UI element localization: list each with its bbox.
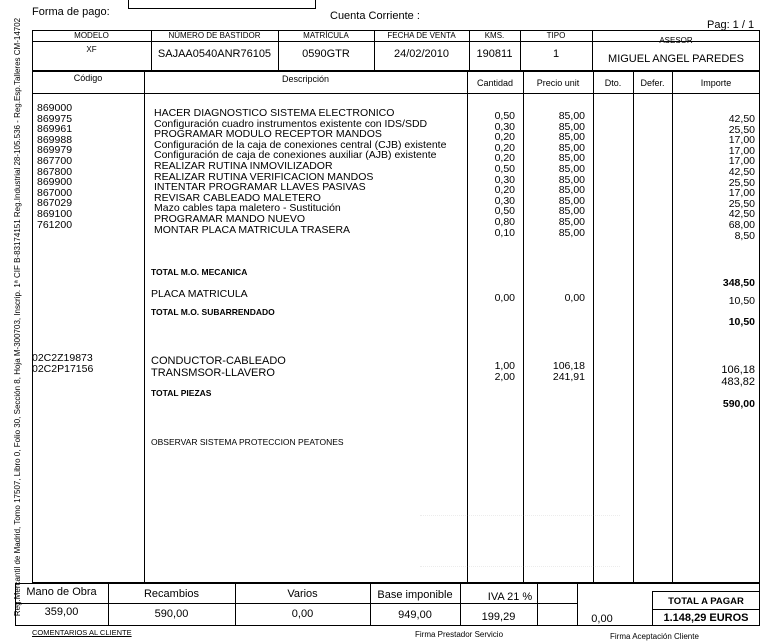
total-subarrendado-label: TOTAL M.O. SUBARRENDADO <box>151 307 275 317</box>
faint-stamp <box>420 515 620 567</box>
descripcion-column-header: Descripción <box>281 74 330 84</box>
parts-prices: 106,18 241,91 <box>552 360 585 383</box>
labour-quantities: 0,50 0,30 0,20 0,20 0,20 0,50 0,30 0,20 0,30 0,50 0,80 0,10 <box>494 110 515 239</box>
asesor-header: ASESOR <box>659 36 693 45</box>
comentarios-cliente: COMENTARIOS AL CLIENTE <box>32 628 132 637</box>
parts-codes: 02C2Z19873 02C2P17156 <box>32 352 94 375</box>
mano-obra-value: 359,00 <box>44 606 79 618</box>
base-imponible-label: Base imponible <box>377 589 453 601</box>
parts-quantities: 1,00 2,00 <box>494 360 515 383</box>
kms-header: KMS. <box>484 31 505 40</box>
bastidor-header: NÚMERO DE BASTIDOR <box>168 31 261 40</box>
forma-pago-box <box>128 0 316 9</box>
total-subarrendado-value: 10,50 <box>728 316 755 328</box>
registry-side-text: Reg.Mercantil de Madrid, Tomo 17507, Libro 0, Folio 30, Sección 8, Hoja M-300703, Inscrip. 1ª CIF B-83174151 Reg.Industrial 28-105.536 - Reg.Esp.Talleres CM-14702 <box>13 17 22 617</box>
cuenta-corriente-label: Cuenta Corriente : <box>330 10 420 22</box>
fecha-venta-value: 24/02/2010 <box>393 48 450 60</box>
labour-codes: 869000 869975 869961 869988 869979 867700 867800 869900 867000 867029 869100 761200 <box>37 102 73 231</box>
matricula-value: 0590GTR <box>302 48 350 60</box>
total-piezas-label: TOTAL PIEZAS <box>151 388 212 398</box>
placa-price: 0,00 <box>564 292 585 304</box>
labour-descriptions: HACER DIAGNOSTICO SISTEMA ELECTRONICO Configuración cuadro instrumentos existente con IDS/SDD PROGRAMAR MODULO RECEPTOR MANDOS Configuración de la caja de conexiones central (CJB) existente Configuración de caja de conexiones auxiliar (AJB) existente REALIZAR RUTINA INMOVILIZADOR REALIZAR RUTINA VERIFICACION MANDOS INTENTAR PROGRAMAR LLAVES PASIVAS REVISAR CABLEADO MALETERO Mazo cables tapa maletero - Sustitución PROGRAMAR MANDO NUEVO MONTAR PLACA MATRICULA TRASERA <box>154 107 447 236</box>
varios-value: 0,00 <box>291 608 314 620</box>
placa-quantity: 0,00 <box>494 292 515 304</box>
total-piezas-value: 590,00 <box>722 398 755 410</box>
placa-description: PLACA MATRICULA <box>151 288 248 300</box>
modelo-header: MODELO <box>74 31 109 40</box>
placa-amount: 10,50 <box>728 295 755 307</box>
firma-cliente-label: Firma Aceptación Cliente <box>610 632 699 641</box>
kms-value: 190811 <box>476 48 513 60</box>
iva-label: IVA 21 % <box>487 591 533 603</box>
total-pagar-label: TOTAL A PAGAR <box>668 596 744 607</box>
iva-value: 199,29 <box>481 611 516 623</box>
labour-amounts: 42,50 25,50 17,00 17,00 17,00 42,50 25,50 17,00 25,50 42,50 68,00 8,50 <box>728 113 755 242</box>
modelo-value: XF <box>86 45 97 54</box>
tipo-value: 1 <box>552 48 560 60</box>
total-mo-mecanica-label: TOTAL M.O. MECANICA <box>151 267 248 277</box>
precio-column-header: Precio unit <box>536 78 580 88</box>
recambios-label: Recambios <box>143 588 200 600</box>
matricula-header: MATRÍCULA <box>303 31 349 40</box>
tipo-header: TIPO <box>546 31 566 40</box>
mano-obra-label: Mano de Obra <box>26 586 97 598</box>
firma-prestador-label: Firma Prestador Servicio <box>415 630 504 639</box>
fecha-venta-header: FECHA DE VENTA <box>387 31 456 40</box>
bastidor-value: SAJAA0540ANR76105 <box>157 48 272 60</box>
page-number: Pag: 1 / 1 <box>707 19 755 31</box>
observation-text: OBSERVAR SISTEMA PROTECCION PEATONES <box>151 437 344 447</box>
varios-label: Varios <box>287 588 318 600</box>
total-mo-mecanica-value: 348,50 <box>722 277 755 289</box>
parts-amounts: 106,18 483,82 <box>721 364 755 388</box>
parts-descriptions: CONDUCTOR-CABLEADO TRANSMSOR-LLAVERO <box>151 355 286 379</box>
recambios-value: 590,00 <box>154 608 189 620</box>
labour-prices: 85,00 85,00 85,00 85,00 85,00 85,00 85,00 85,00 85,00 85,00 85,00 85,00 <box>558 110 585 239</box>
total-pagar-value: 1.148,29 EUROS <box>663 612 749 624</box>
importe-column-header: Importe <box>700 78 732 88</box>
cantidad-column-header: Cantidad <box>476 78 514 88</box>
base-imponible-value: 949,00 <box>398 609 432 621</box>
defer-column-header: Defer. <box>640 78 665 88</box>
forma-pago-label: Forma de pago: <box>32 6 110 18</box>
extra-value: 0,00 <box>591 613 613 625</box>
asesor-value: MIGUEL ANGEL PAREDES <box>608 53 744 65</box>
dto-column-header: Dto. <box>604 78 622 88</box>
codigo-column-header: Código <box>73 73 103 83</box>
